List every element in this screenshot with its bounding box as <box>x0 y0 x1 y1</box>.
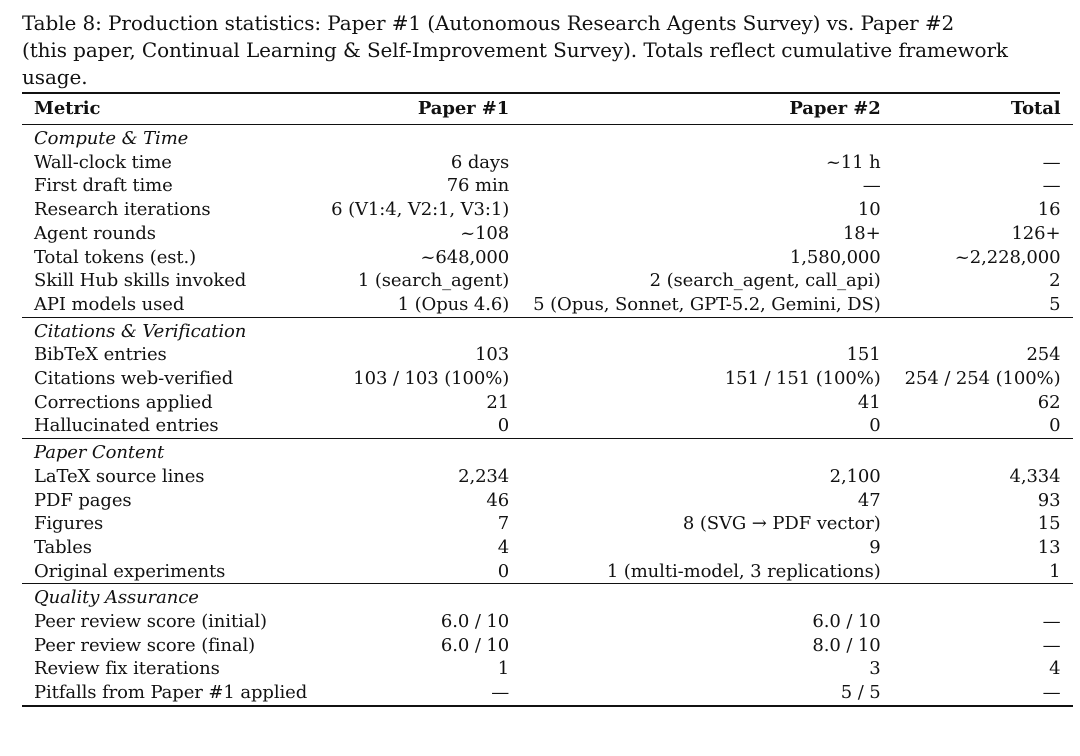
paper-1-cell: 4 <box>497 536 510 558</box>
table-row <box>22 174 1073 198</box>
paper-1-cell: 7 <box>497 513 510 535</box>
column-header-total: Total <box>893 94 1073 125</box>
caption-line: Table 8: Production statistics: Paper #1 (Autonomous Research Agents Survey) vs. Paper #2 <box>22 11 955 35</box>
table-body <box>22 125 1073 706</box>
table-row <box>22 198 1073 222</box>
paper-1-cell: 76 min <box>446 175 510 197</box>
paper-1-cell: 1 <box>497 658 510 680</box>
paper-2-cell: 10 <box>857 199 881 221</box>
paper-2-cell: 3 <box>869 658 881 680</box>
table-row <box>22 414 1073 438</box>
table-row <box>22 151 1073 175</box>
metric-cell: Peer review score (initial) <box>34 611 267 633</box>
paper-2-cell: 8 (SVG → PDF vector) <box>682 513 881 535</box>
metric-cell: Tables <box>34 536 92 558</box>
total-cell: 15 <box>1037 513 1061 535</box>
paper-1-cell: 2,234 <box>458 465 510 487</box>
section-heading-row <box>22 125 1073 151</box>
table-row <box>22 560 1073 584</box>
paper-1-cell: 6 days <box>450 151 510 173</box>
section-heading-row <box>22 317 1073 343</box>
paper-2-cell: 41 <box>857 391 881 413</box>
total-cell: 93 <box>1037 489 1061 511</box>
total-cell: 13 <box>1037 536 1061 558</box>
total-cell: ~2,228,000 <box>954 246 1061 268</box>
total-cell: — <box>1042 151 1061 173</box>
paper-2-cell: 18+ <box>842 222 881 244</box>
paper-2-cell: 9 <box>869 536 881 558</box>
paper-2-cell: 5 / 5 <box>521 681 893 706</box>
total-cell: 2 <box>1049 270 1061 292</box>
table-caption <box>22 10 1062 91</box>
table-row <box>22 681 1073 706</box>
paper-1-cell: 6.0 / 10 <box>440 611 510 633</box>
metric-cell: Review fix iterations <box>34 658 220 680</box>
paper-1-cell: 103 / 103 (100%) <box>353 368 510 390</box>
total-cell: 254 / 254 (100%) <box>904 368 1061 390</box>
paper-2-cell: 0 <box>521 414 893 438</box>
section-heading-row <box>22 584 1073 610</box>
total-cell: — <box>1042 634 1061 656</box>
paper-2-cell: 1 (multi-model, 3 replications) <box>521 560 893 584</box>
statistics-table <box>22 94 1073 707</box>
paper-2-cell: 2,100 <box>829 465 881 487</box>
total-cell: 0 <box>893 414 1073 438</box>
metric-cell: Pitfalls from Paper #1 applied <box>22 681 319 706</box>
paper-1-cell: — <box>319 681 521 706</box>
paper-1-cell: 0 <box>319 414 521 438</box>
column-header-metric: Metric <box>22 94 319 125</box>
total-cell: 1 <box>893 560 1073 584</box>
paper-2-cell: 1,580,000 <box>789 246 881 268</box>
section-title: Paper Content <box>34 442 165 464</box>
total-cell: — <box>893 681 1073 706</box>
total-cell: — <box>1042 175 1061 197</box>
table-row <box>22 536 1073 560</box>
paper-1-cell: 46 <box>486 489 510 511</box>
paper-2-cell: 2 (search_agent, call_api) <box>649 270 881 292</box>
metric-cell: First draft time <box>34 175 173 197</box>
paper-1-cell: 103 <box>475 344 510 366</box>
paper-1-cell: 21 <box>486 391 510 413</box>
paper-1-cell: 0 <box>319 560 521 584</box>
metric-cell: Peer review score (final) <box>34 634 256 656</box>
table-row <box>22 391 1073 415</box>
total-cell: — <box>1042 611 1061 633</box>
metric-cell: Wall-clock time <box>34 151 172 173</box>
table-row <box>22 246 1073 270</box>
paper-1-cell: 1 (search_agent) <box>357 270 510 292</box>
caption-line: usage. <box>22 65 88 89</box>
metric-cell: Corrections applied <box>34 391 213 413</box>
table-row <box>22 512 1073 536</box>
paper-2-cell: — <box>862 175 881 197</box>
metric-cell: Hallucinated entries <box>22 414 319 438</box>
total-cell: 4,334 <box>1009 465 1061 487</box>
metric-cell: PDF pages <box>34 489 132 511</box>
metric-cell: API models used <box>22 293 319 317</box>
table-row <box>22 293 1073 317</box>
paper-2-cell: 8.0 / 10 <box>812 634 881 656</box>
metric-cell: LaTeX source lines <box>34 465 205 487</box>
paper-1-cell: 6 (V1:4, V2:1, V3:1) <box>331 199 510 221</box>
section-title: Citations & Verification <box>34 320 247 342</box>
paper-2-cell: ~11 h <box>825 151 881 173</box>
table-row <box>22 465 1073 489</box>
table-row <box>22 269 1073 293</box>
paper-1-cell: 6.0 / 10 <box>440 634 510 656</box>
caption-line: (this paper, Continual Learning & Self-Improvement Survey). Totals reflect cumulative framework <box>22 38 1008 62</box>
total-cell: 126+ <box>1011 222 1061 244</box>
column-header-paper-1: Paper #1 <box>319 94 521 125</box>
table-row <box>22 657 1073 681</box>
table-row <box>22 634 1073 658</box>
metric-cell: Research iterations <box>34 199 211 221</box>
paper-2-cell: 5 (Opus, Sonnet, GPT-5.2, Gemini, DS) <box>521 293 893 317</box>
section-title: Compute & Time <box>34 128 189 149</box>
metric-cell: Citations web-verified <box>34 368 234 390</box>
table-row <box>22 367 1073 391</box>
total-cell: 16 <box>1037 199 1061 221</box>
metric-cell: Original experiments <box>22 560 319 584</box>
table-row <box>22 610 1073 634</box>
paper-2-cell: 47 <box>857 489 881 511</box>
metric-cell: Figures <box>34 513 104 535</box>
header-row <box>22 94 1073 125</box>
section-title: Quality Assurance <box>34 587 199 609</box>
table-row <box>22 222 1073 246</box>
paper-1-cell: ~648,000 <box>420 246 510 268</box>
metric-cell: Skill Hub skills invoked <box>34 270 247 292</box>
total-cell: 4 <box>1049 658 1061 680</box>
paper-2-cell: 151 / 151 (100%) <box>724 368 881 390</box>
section-heading-row <box>22 439 1073 465</box>
metric-cell: Agent rounds <box>34 222 156 244</box>
total-cell: 5 <box>893 293 1073 317</box>
paper-2-cell: 151 <box>846 344 881 366</box>
metric-cell: BibTeX entries <box>34 344 167 366</box>
paper-1-cell: ~108 <box>460 222 510 244</box>
table-row <box>22 489 1073 513</box>
total-cell: 62 <box>1037 391 1061 413</box>
total-cell: 254 <box>1026 344 1061 366</box>
paper-1-cell: 1 (Opus 4.6) <box>319 293 521 317</box>
paper-2-cell: 6.0 / 10 <box>812 611 881 633</box>
table-row <box>22 343 1073 367</box>
column-header-paper-2: Paper #2 <box>521 94 893 125</box>
metric-cell: Total tokens (est.) <box>34 246 197 268</box>
